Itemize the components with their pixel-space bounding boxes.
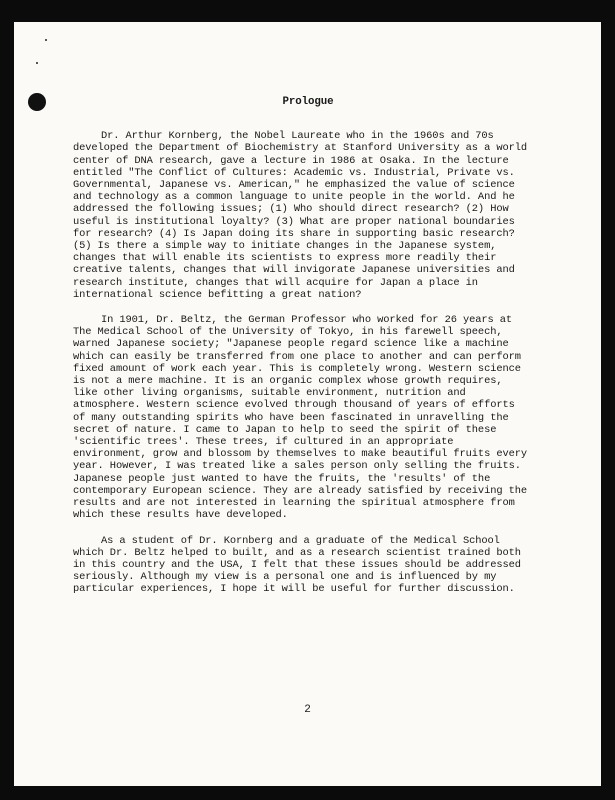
page-number: 2	[304, 704, 311, 716]
document-body	[73, 88, 533, 609]
page-title: Prologue	[282, 96, 334, 108]
paragraph-beltz: In 1901, Dr. Beltz, the German Professor who worked for 26 years at The Medical School of the University of Tokyo, in his farewell speech, warned Japanese society; "Japanese people regard science like a machine which can easily be transferred from one place to another and can perform fixed amount of work each year. This is completely wrong. Western science is not a mere machine. It is an organic complex whose growth requires, like other living organisms, suitable environment, nutrition and atmosphere. Western science evolved through thousand of years of efforts of many outstanding spirits who have been fascinated in unravelling the secret of nature. I came to Japan to help to seed the spirit of these 'scientific trees'. These trees, if cultured in an appropriate environment, grow and blossom by themselves to make beautiful fruits every year. However, I was treated like a sales person only selling the fruits. Japanese people just wanted to have the fruits, the 'results' of the contemporary European science. They are already satisfied by receiving the results and are not interested in learning the spiritual atmosphere from which these results have developed.	[73, 314, 528, 522]
dust-speck	[45, 39, 47, 41]
punch-hole	[28, 93, 46, 111]
dust-speck	[36, 62, 38, 64]
paragraph-author: As a student of Dr. Kornberg and a graduate of the Medical School which Dr. Beltz helped to built, and as a research scientist trained both in this country and the USA, I felt that these issues should be addressed seriously. Although my view is a personal one and is influenced by my particular experiences, I hope it will be useful for further discussion.	[73, 534, 521, 596]
paragraph-kornberg: Dr. Arthur Kornberg, the Nobel Laureate who in the 1960s and 70s developed the Department of Biochemistry at Stanford University as a world center of DNA research, gave a lecture in 1986 at Osaka. In the lecture entitled "The Conflict of Cultures: Academic vs. Industrial, Private vs. Governmental, Japanese vs. American," he emphasized the value of science and technology as a common language to unite people in the world. And he addressed the following issues; (1) Who should direct research? (2) How useful is institutional loyalty? (3) What are proper national boundaries for research? (4) Is Japan doing its share in supporting basic research? (5) Is there a simple way to initiate changes in the Japanese system, changes that will enable its scientists to express more readily their creative talents, changes that will invigorate Japanese universities and research institute, changes that will acquire for Japan a place in international science befitting a great nation?	[73, 130, 528, 301]
